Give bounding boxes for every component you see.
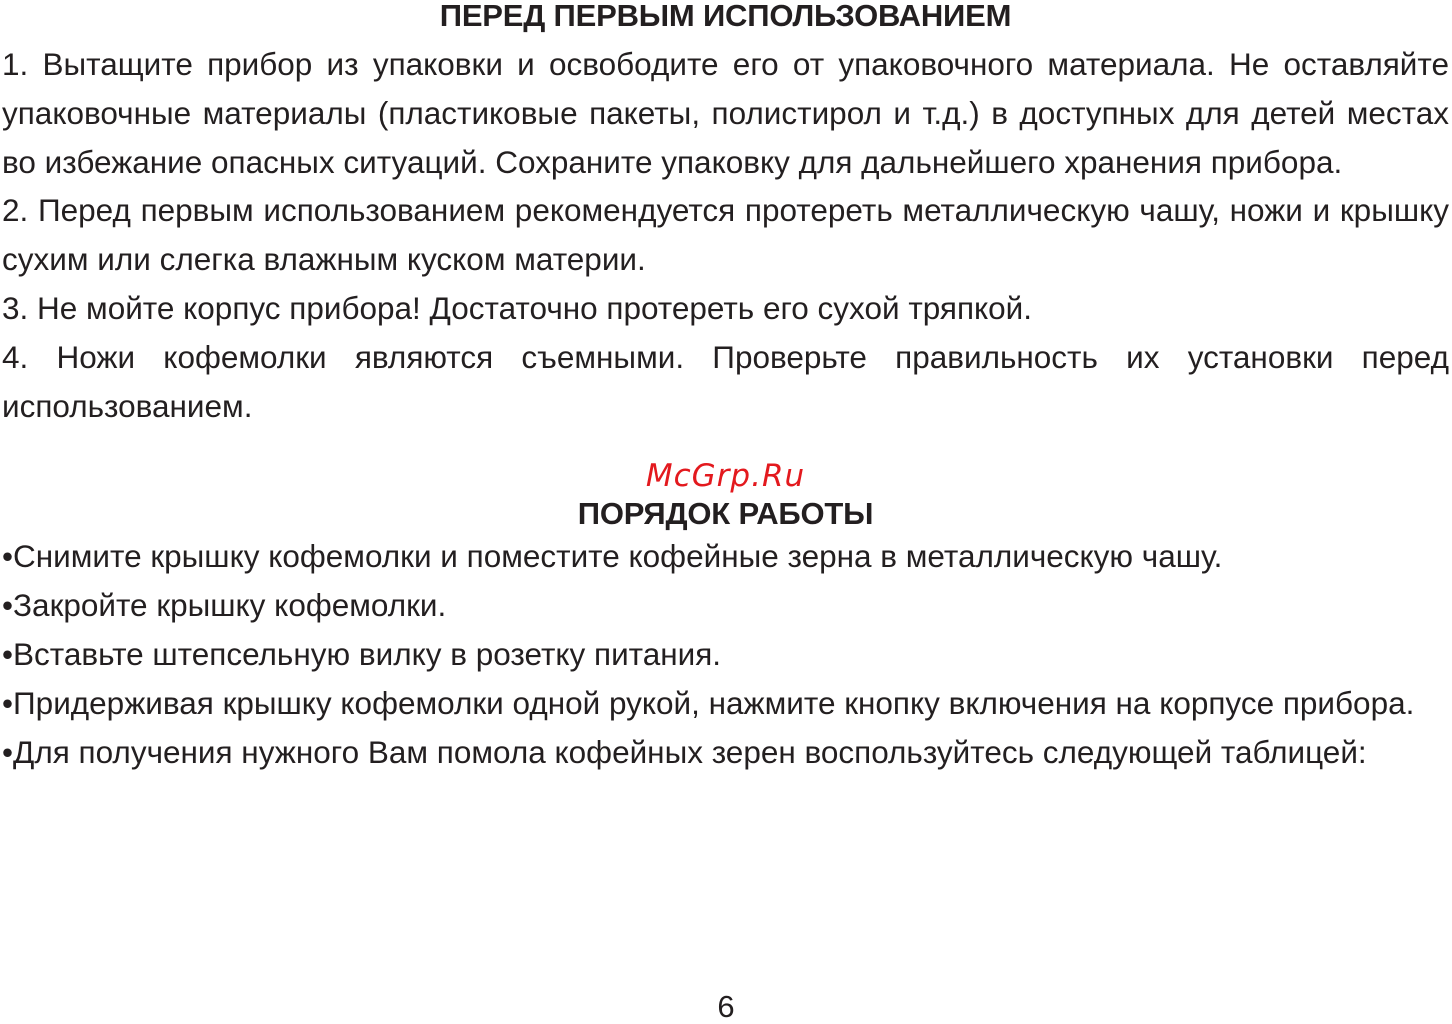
instruction-item-1: 1. Вытащите прибор из упаковки и освободите его от упаковочного материала. Не оставляйте упаковочные материалы (пластиковые пакеты, полистирол и т.д.) в доступных для детей местах во избежание опасных ситуаций. Сохраните упаковку для дальнейшего хранения прибора. [2,46,1449,180]
instruction-item-3: 3. Не мойте корпус прибора! Достаточно протереть его сухой тряпкой. [2,289,1033,326]
document-page [2,0,1449,776]
section-title-before-first-use: ПЕРЕД ПЕРВЫМ ИСПОЛЬЗОВАНИЕМ [439,0,1012,33]
operation-step: •Придерживая крышку кофемолки одной рукой, нажмите кнопку включения на корпусе прибора. [2,684,1415,721]
operation-steps-list [2,532,1449,776]
instruction-item-2: 2. Перед первым использованием рекомендуется протереть металлическую чашу, ножи и крышку сухим или слегка влажным куском материи. [2,192,1449,278]
operation-step: •Для получения нужного Вам помола кофейных зерен воспользуйтесь следующей таблицей: [2,733,1367,770]
operation-step: •Закройте крышку кофемолки. [2,587,447,624]
watermark-logo: McGrp.Ru [645,458,806,495]
page-number: 6 [717,989,735,1024]
instruction-item-4: 4. Ножи кофемолки являются съемными. Проверьте правильность их установки перед использованием. [2,338,1449,424]
section-title-operation: ПОРЯДОК РАБОТЫ [577,496,874,532]
operation-step: •Вставьте штепсельную вилку в розетку питания. [2,635,722,672]
operation-step: •Снимите крышку кофемолки и поместите кофейные зерна в металлическую чашу. [2,538,1223,575]
